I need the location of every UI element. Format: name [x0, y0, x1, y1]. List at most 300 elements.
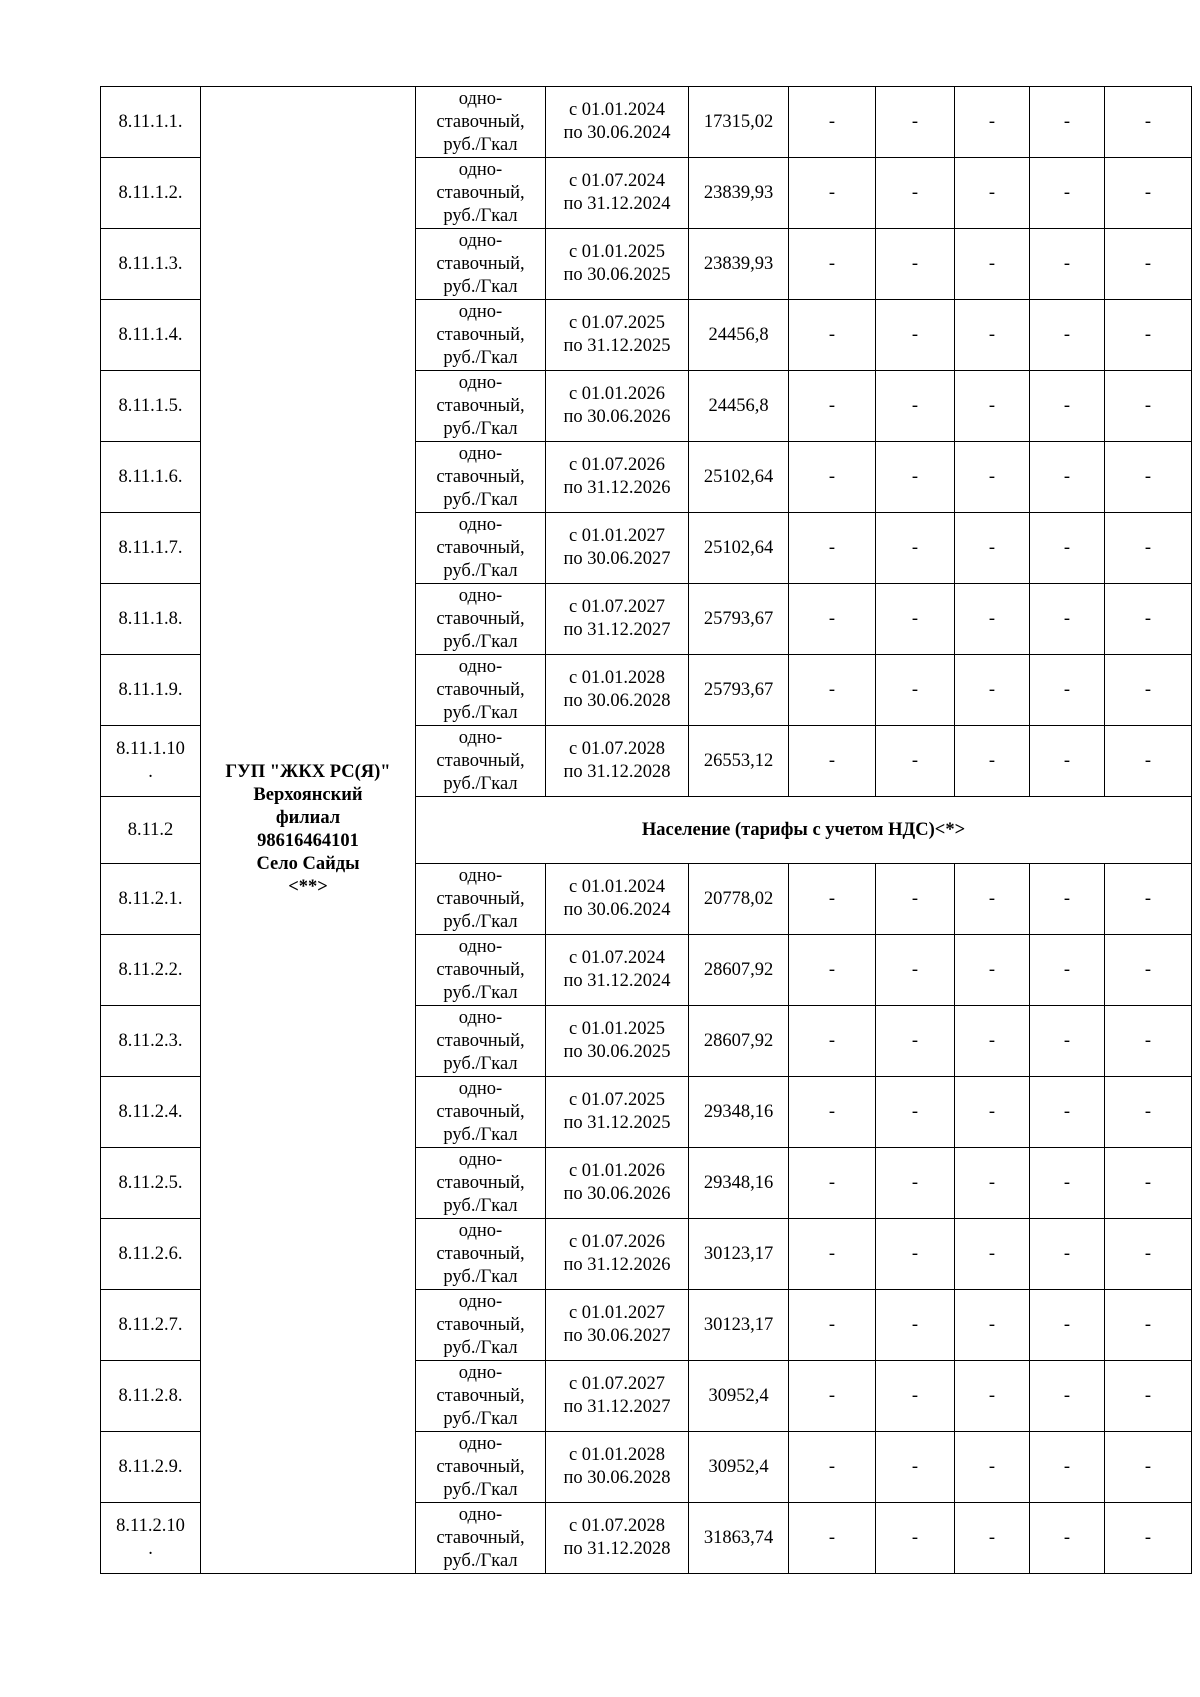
empty-value-cell: - — [955, 513, 1030, 584]
tariff-period-line: по 30.06.2026 — [563, 1184, 671, 1204]
tariff-type-line: руб./Гкал — [443, 489, 518, 510]
empty-value-cell: - — [789, 726, 876, 797]
empty-value-cell: - — [1105, 158, 1192, 229]
row-number — [101, 300, 201, 371]
row-number-part: 8.11.1.4. — [118, 324, 183, 345]
empty-value-cell: - — [955, 229, 1030, 300]
row-number — [101, 935, 201, 1006]
row-number-part: 8.11.2.8. — [118, 1385, 183, 1406]
empty-value-cell: - — [1030, 1290, 1105, 1361]
tariff-period-line: по 30.06.2025 — [563, 1042, 671, 1062]
empty-value-cell: - — [1105, 1361, 1192, 1432]
tariff-period-line: с 01.01.2025 — [568, 1019, 666, 1039]
tariff-type-line: руб./Гкал — [443, 134, 518, 155]
tariff-period-line: с 01.01.2027 — [568, 1303, 666, 1323]
tariff-value: 25793,67 — [689, 655, 789, 726]
tariff-period — [546, 1077, 689, 1148]
empty-value-cell: - — [789, 1290, 876, 1361]
tariff-type-line: ставочный, — [436, 1243, 525, 1264]
empty-value-cell: - — [955, 1503, 1030, 1574]
tariff-period-line: с 01.01.2028 — [568, 668, 666, 688]
empty-value-cell: - — [789, 1148, 876, 1219]
empty-value-cell: - — [789, 1006, 876, 1077]
tariff-value: 25793,67 — [689, 584, 789, 655]
empty-value-cell: - — [1030, 584, 1105, 655]
tariff-period — [546, 87, 689, 158]
organization-line: Верхоянский — [253, 785, 363, 805]
empty-value-cell: - — [1105, 1148, 1192, 1219]
tariff-value: 31863,74 — [689, 1503, 789, 1574]
empty-value-cell: - — [1030, 655, 1105, 726]
tariff-type-line: ставочный, — [436, 1030, 525, 1051]
tariff-type-line: руб./Гкал — [443, 1408, 518, 1429]
tariff-period-line: с 01.01.2026 — [568, 384, 666, 404]
tariff-period-line: по 31.12.2026 — [563, 478, 671, 498]
row-number — [101, 229, 201, 300]
tariff-type — [416, 935, 546, 1006]
tariff-table-body — [101, 87, 1192, 1574]
empty-value-cell: - — [1030, 87, 1105, 158]
empty-value-cell: - — [789, 513, 876, 584]
tariff-type-line: руб./Гкал — [443, 1266, 518, 1287]
row-number — [101, 513, 201, 584]
tariff-period-line: с 01.07.2026 — [568, 1232, 666, 1252]
empty-value-cell: - — [1105, 371, 1192, 442]
empty-value-cell: - — [876, 1432, 955, 1503]
row-number-part: 8.11.1.1. — [118, 111, 183, 132]
tariff-type-line: руб./Гкал — [443, 982, 518, 1003]
tariff-type-line: ставочный, — [436, 395, 525, 416]
tariff-period-line: с 01.07.2027 — [568, 1374, 666, 1394]
row-number — [101, 1077, 201, 1148]
empty-value-cell: - — [1105, 935, 1192, 1006]
tariff-type-line: одно- — [458, 585, 503, 606]
row-number — [101, 442, 201, 513]
tariff-value: 25102,64 — [689, 442, 789, 513]
row-number-part: . — [148, 1539, 153, 1559]
tariff-period — [546, 864, 689, 935]
tariff-type-line: одно- — [458, 159, 503, 180]
tariff-type-line: руб./Гкал — [443, 1479, 518, 1500]
row-number — [101, 1006, 201, 1077]
tariff-period-line: по 30.06.2026 — [563, 407, 671, 427]
tariff-period-line: по 31.12.2025 — [563, 336, 671, 356]
tariff-type-line: руб./Гкал — [443, 1124, 518, 1145]
tariff-type — [416, 726, 546, 797]
empty-value-cell: - — [1105, 442, 1192, 513]
empty-value-cell: - — [955, 1290, 1030, 1361]
row-number — [101, 1290, 201, 1361]
row-number — [101, 726, 201, 797]
empty-value-cell: - — [876, 584, 955, 655]
tariff-value: 29348,16 — [689, 1077, 789, 1148]
row-number-part: 8.11.2.10 — [116, 1516, 185, 1536]
empty-value-cell: - — [789, 935, 876, 1006]
tariff-type-line: руб./Гкал — [443, 1053, 518, 1074]
empty-value-cell: - — [789, 655, 876, 726]
empty-value-cell: - — [876, 1219, 955, 1290]
empty-value-cell: - — [955, 655, 1030, 726]
organization-line: Село Сайды — [256, 854, 360, 874]
tariff-period-line: с 01.07.2028 — [568, 1516, 666, 1536]
empty-value-cell: - — [1030, 1432, 1105, 1503]
row-number-part: 8.11.2.6. — [118, 1243, 183, 1264]
row-number — [101, 1432, 201, 1503]
empty-value-cell: - — [789, 1361, 876, 1432]
empty-value-cell: - — [1105, 726, 1192, 797]
organization-line: ГУП "ЖКХ РС(Я)" — [225, 762, 391, 782]
tariff-type-line: ставочный, — [436, 1527, 525, 1548]
tariff-period-line: по 30.06.2028 — [563, 691, 671, 711]
tariff-type-line: ставочный, — [436, 466, 525, 487]
tariff-value: 30952,4 — [689, 1361, 789, 1432]
row-number — [101, 1503, 201, 1574]
row-number-part: 8.11.1.2. — [118, 182, 183, 203]
tariff-type-line: ставочный, — [436, 679, 525, 700]
tariff-type-line: руб./Гкал — [443, 773, 518, 794]
tariff-value: 28607,92 — [689, 1006, 789, 1077]
empty-value-cell: - — [955, 371, 1030, 442]
row-number-part: 8.11.2.7. — [118, 1314, 183, 1335]
row-number-part: 8.11.1.10 — [116, 739, 185, 759]
tariff-value: 30952,4 — [689, 1432, 789, 1503]
empty-value-cell: - — [955, 1219, 1030, 1290]
empty-value-cell: - — [1030, 1077, 1105, 1148]
tariff-type — [416, 87, 546, 158]
tariff-value: 23839,93 — [689, 229, 789, 300]
empty-value-cell: - — [876, 1077, 955, 1148]
tariff-type — [416, 158, 546, 229]
tariff-type-line: одно- — [458, 230, 503, 251]
empty-value-cell: - — [955, 442, 1030, 513]
tariff-period-line: по 31.12.2028 — [563, 762, 671, 782]
tariff-type-line: ставочный, — [436, 959, 525, 980]
empty-value-cell: - — [1105, 655, 1192, 726]
empty-value-cell: - — [876, 229, 955, 300]
tariff-period-line: по 31.12.2024 — [563, 971, 671, 991]
row-number-part: 8.11.2.5. — [118, 1172, 183, 1193]
empty-value-cell: - — [789, 371, 876, 442]
tariff-type-line: одно- — [458, 1362, 503, 1383]
tariff-value: 30123,17 — [689, 1219, 789, 1290]
empty-value-cell: - — [1030, 442, 1105, 513]
row-number — [101, 1148, 201, 1219]
tariff-period — [546, 513, 689, 584]
row-number-part: 8.11.2.2. — [118, 959, 183, 980]
empty-value-cell: - — [876, 87, 955, 158]
tariff-type-line: руб./Гкал — [443, 276, 518, 297]
tariff-type-line: ставочный, — [436, 253, 525, 274]
empty-value-cell: - — [1030, 371, 1105, 442]
tariff-value: 17315,02 — [689, 87, 789, 158]
empty-value-cell: - — [955, 1006, 1030, 1077]
tariff-period-line: по 31.12.2026 — [563, 1255, 671, 1275]
empty-value-cell: - — [876, 371, 955, 442]
tariff-type-line: ставочный, — [436, 1314, 525, 1335]
tariff-period-line: с 01.07.2024 — [568, 948, 666, 968]
tariff-period-line: с 01.07.2024 — [568, 171, 666, 191]
tariff-value: 20778,02 — [689, 864, 789, 935]
tariff-period-line: по 31.12.2024 — [563, 194, 671, 214]
tariff-period-line: по 30.06.2027 — [563, 1326, 671, 1346]
group-number: 8.11.2 — [101, 797, 201, 864]
row-number-part: . — [148, 762, 153, 782]
organization-line: 98616464101 — [257, 831, 359, 851]
tariff-type — [416, 655, 546, 726]
tariff-value: 24456,8 — [689, 371, 789, 442]
empty-value-cell: - — [1105, 864, 1192, 935]
tariff-type — [416, 1148, 546, 1219]
tariff-type — [416, 1077, 546, 1148]
empty-value-cell: - — [955, 158, 1030, 229]
tariff-period-line: по 30.06.2024 — [563, 900, 671, 920]
row-number — [101, 655, 201, 726]
empty-value-cell: - — [789, 158, 876, 229]
empty-value-cell: - — [1030, 726, 1105, 797]
tariff-period — [546, 1006, 689, 1077]
tariff-type-line: ставочный, — [436, 324, 525, 345]
empty-value-cell: - — [1030, 1503, 1105, 1574]
empty-value-cell: - — [876, 158, 955, 229]
empty-value-cell: - — [1105, 300, 1192, 371]
row-number-part: 8.11.1.3. — [118, 253, 183, 274]
empty-value-cell: - — [1105, 1503, 1192, 1574]
empty-value-cell: - — [955, 1077, 1030, 1148]
tariff-type-line: ставочный, — [436, 111, 525, 132]
tariff-period — [546, 1432, 689, 1503]
empty-value-cell: - — [955, 864, 1030, 935]
empty-value-cell: - — [1105, 1006, 1192, 1077]
empty-value-cell: - — [1030, 1219, 1105, 1290]
empty-value-cell: - — [1105, 1077, 1192, 1148]
tariff-period-line: по 31.12.2027 — [563, 1397, 671, 1417]
tariff-period-line: по 30.06.2028 — [563, 1468, 671, 1488]
empty-value-cell: - — [1030, 1148, 1105, 1219]
tariff-table — [100, 86, 1192, 1574]
tariff-type-line: одно- — [458, 372, 503, 393]
tariff-period — [546, 229, 689, 300]
tariff-type-line: руб./Гкал — [443, 347, 518, 368]
empty-value-cell: - — [1105, 513, 1192, 584]
row-number — [101, 158, 201, 229]
organization-line: <**> — [288, 877, 328, 897]
empty-value-cell: - — [876, 1006, 955, 1077]
tariff-type-line: одно- — [458, 1220, 503, 1241]
tariff-period-line: с 01.01.2026 — [568, 1161, 666, 1181]
tariff-type-line: руб./Гкал — [443, 205, 518, 226]
tariff-period-line: по 30.06.2027 — [563, 549, 671, 569]
tariff-type-line: руб./Гкал — [443, 631, 518, 652]
tariff-type-line: одно- — [458, 88, 503, 109]
empty-value-cell: - — [1105, 584, 1192, 655]
tariff-period — [546, 442, 689, 513]
empty-value-cell: - — [876, 300, 955, 371]
tariff-period-line: по 31.12.2027 — [563, 620, 671, 640]
empty-value-cell: - — [789, 87, 876, 158]
empty-value-cell: - — [1030, 864, 1105, 935]
tariff-period — [546, 1503, 689, 1574]
tariff-type-line: одно- — [458, 656, 503, 677]
empty-value-cell: - — [1030, 158, 1105, 229]
tariff-type-line: ставочный, — [436, 608, 525, 629]
tariff-type-line: руб./Гкал — [443, 1550, 518, 1571]
empty-value-cell: - — [955, 87, 1030, 158]
empty-value-cell: - — [876, 1503, 955, 1574]
empty-value-cell: - — [1105, 1432, 1192, 1503]
table-row — [101, 87, 1192, 158]
tariff-type-line: ставочный, — [436, 1172, 525, 1193]
tariff-value: 30123,17 — [689, 1290, 789, 1361]
row-number — [101, 371, 201, 442]
empty-value-cell: - — [955, 584, 1030, 655]
empty-value-cell: - — [955, 1432, 1030, 1503]
tariff-period-line: по 30.06.2024 — [563, 123, 671, 143]
row-number-part: 8.11.1.7. — [118, 537, 183, 558]
empty-value-cell: - — [876, 726, 955, 797]
empty-value-cell: - — [789, 1077, 876, 1148]
empty-value-cell: - — [1105, 1290, 1192, 1361]
empty-value-cell: - — [876, 935, 955, 1006]
row-number — [101, 1219, 201, 1290]
tariff-type-line: одно- — [458, 443, 503, 464]
empty-value-cell: - — [1030, 1361, 1105, 1432]
tariff-period-line: с 01.01.2024 — [568, 100, 666, 120]
tariff-type-line: ставочный, — [436, 750, 525, 771]
tariff-period-line: по 31.12.2028 — [563, 1539, 671, 1559]
tariff-period-line: с 01.07.2025 — [568, 313, 666, 333]
tariff-type-line: одно- — [458, 1007, 503, 1028]
empty-value-cell: - — [789, 1503, 876, 1574]
tariff-type — [416, 1006, 546, 1077]
tariff-period — [546, 935, 689, 1006]
tariff-period-line: по 31.12.2025 — [563, 1113, 671, 1133]
tariff-type — [416, 584, 546, 655]
empty-value-cell: - — [876, 1290, 955, 1361]
tariff-type — [416, 442, 546, 513]
tariff-type-line: одно- — [458, 1078, 503, 1099]
tariff-type-line: одно- — [458, 301, 503, 322]
tariff-type — [416, 1290, 546, 1361]
group-title: Население (тарифы с учетом НДС)<*> — [416, 797, 1192, 864]
empty-value-cell: - — [1105, 229, 1192, 300]
tariff-type — [416, 371, 546, 442]
empty-value-cell: - — [1105, 1219, 1192, 1290]
tariff-period — [546, 1148, 689, 1219]
tariff-type-line: руб./Гкал — [443, 702, 518, 723]
row-number-part: 8.11.1.5. — [118, 395, 183, 416]
empty-value-cell: - — [789, 584, 876, 655]
tariff-period — [546, 371, 689, 442]
empty-value-cell: - — [789, 864, 876, 935]
tariff-type — [416, 229, 546, 300]
tariff-type-line: ставочный, — [436, 1456, 525, 1477]
tariff-value: 24456,8 — [689, 300, 789, 371]
tariff-value: 26553,12 — [689, 726, 789, 797]
tariff-period-line: с 01.07.2026 — [568, 455, 666, 475]
tariff-type — [416, 513, 546, 584]
tariff-period-line: с 01.07.2028 — [568, 739, 666, 759]
tariff-type — [416, 1503, 546, 1574]
tariff-type — [416, 1219, 546, 1290]
tariff-type-line: ставочный, — [436, 1101, 525, 1122]
tariff-period-line: с 01.07.2027 — [568, 597, 666, 617]
row-number-part: 8.11.2.9. — [118, 1456, 183, 1477]
empty-value-cell: - — [789, 1219, 876, 1290]
tariff-period — [546, 1290, 689, 1361]
organization-line: филиал — [275, 808, 341, 828]
tariff-value: 25102,64 — [689, 513, 789, 584]
tariff-type-line: одно- — [458, 1504, 503, 1525]
empty-value-cell: - — [789, 300, 876, 371]
row-number-part: 8.11.1.9. — [118, 679, 183, 700]
row-number — [101, 584, 201, 655]
tariff-type-line: одно- — [458, 727, 503, 748]
tariff-type — [416, 1361, 546, 1432]
tariff-type — [416, 864, 546, 935]
tariff-period-line: с 01.01.2027 — [568, 526, 666, 546]
empty-value-cell: - — [955, 1148, 1030, 1219]
row-number — [101, 87, 201, 158]
row-number-part: 8.11.1.8. — [118, 608, 183, 629]
empty-value-cell: - — [876, 513, 955, 584]
tariff-period — [546, 655, 689, 726]
tariff-period — [546, 726, 689, 797]
tariff-type-line: руб./Гкал — [443, 418, 518, 439]
tariff-value: 28607,92 — [689, 935, 789, 1006]
tariff-period-line: с 01.07.2025 — [568, 1090, 666, 1110]
tariff-period-line: по 30.06.2025 — [563, 265, 671, 285]
empty-value-cell: - — [955, 935, 1030, 1006]
row-number — [101, 1361, 201, 1432]
empty-value-cell: - — [955, 726, 1030, 797]
tariff-type-line: одно- — [458, 514, 503, 535]
tariff-type — [416, 300, 546, 371]
row-number-part: 8.11.2.3. — [118, 1030, 183, 1051]
tariff-type-line: одно- — [458, 1433, 503, 1454]
tariff-period — [546, 158, 689, 229]
tariff-type-line: руб./Гкал — [443, 1195, 518, 1216]
empty-value-cell: - — [1030, 300, 1105, 371]
empty-value-cell: - — [789, 1432, 876, 1503]
row-number-part: 8.11.2.4. — [118, 1101, 183, 1122]
tariff-period — [546, 1219, 689, 1290]
tariff-type-line: руб./Гкал — [443, 560, 518, 581]
empty-value-cell: - — [955, 1361, 1030, 1432]
empty-value-cell: - — [1030, 1006, 1105, 1077]
row-number-part: 8.11.2.1. — [118, 888, 183, 909]
row-number-part: 8.11.1.6. — [118, 466, 183, 487]
empty-value-cell: - — [1105, 87, 1192, 158]
tariff-value: 29348,16 — [689, 1148, 789, 1219]
organization-cell — [201, 87, 416, 1574]
tariff-period — [546, 300, 689, 371]
tariff-type-line: ставочный, — [436, 182, 525, 203]
tariff-type-line: одно- — [458, 936, 503, 957]
tariff-type-line: ставочный, — [436, 1385, 525, 1406]
tariff-period — [546, 1361, 689, 1432]
empty-value-cell: - — [1030, 513, 1105, 584]
empty-value-cell: - — [1030, 935, 1105, 1006]
tariff-type-line: руб./Гкал — [443, 911, 518, 932]
empty-value-cell: - — [876, 1361, 955, 1432]
empty-value-cell: - — [876, 655, 955, 726]
empty-value-cell: - — [789, 229, 876, 300]
tariff-period-line: с 01.01.2028 — [568, 1445, 666, 1465]
tariff-period-line: с 01.01.2024 — [568, 877, 666, 897]
empty-value-cell: - — [955, 300, 1030, 371]
empty-value-cell: - — [876, 442, 955, 513]
empty-value-cell: - — [876, 1148, 955, 1219]
